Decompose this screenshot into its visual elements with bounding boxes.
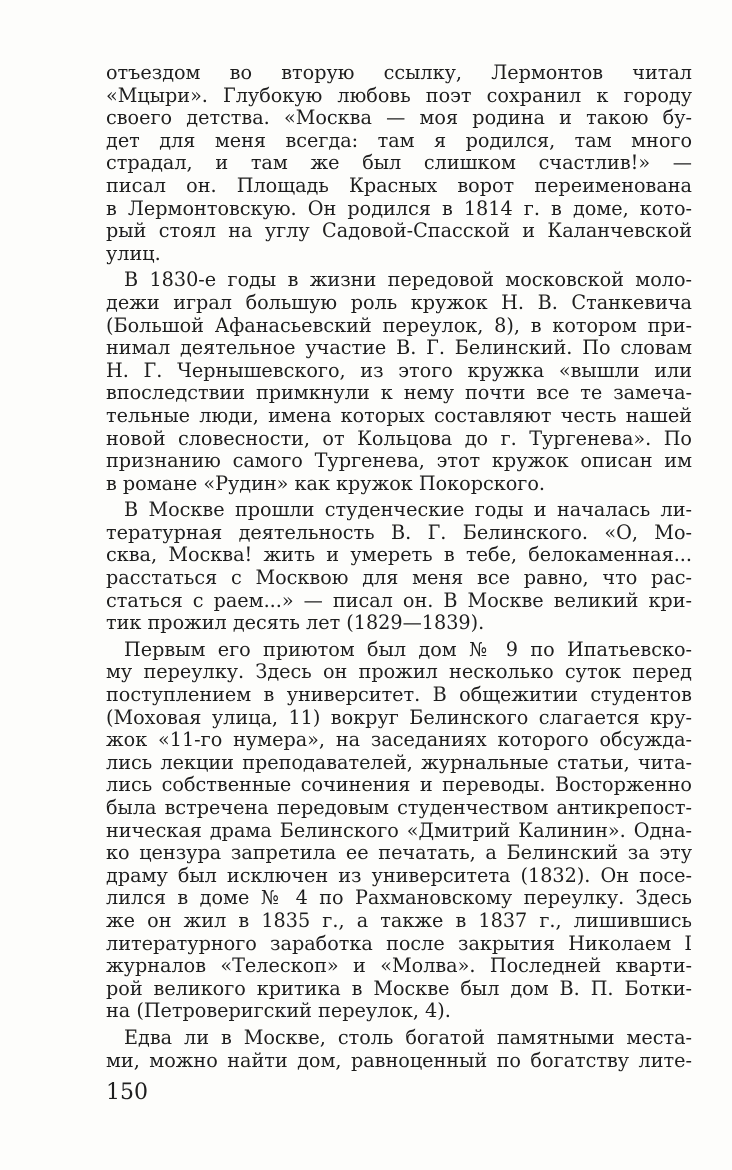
- text-line: ко цензура запретила ее печатать, а Белинский за эту: [106, 842, 692, 865]
- text-line: рый стоял на углу Садовой-Спасской и Каланчевской: [106, 220, 692, 243]
- page-text: [106, 62, 692, 1072]
- text-line: писал он. Площадь Красных ворот переименована: [106, 174, 692, 197]
- text-line: (Моховая улица, 11) вокруг Белинского слагается кру-: [106, 706, 692, 729]
- text-line: тературная деятельность В. Г. Белинского. «О, Мо-: [106, 521, 692, 544]
- paragraph: [106, 639, 692, 1023]
- text-line: В Москве прошли студенческие годы и началась ли-: [124, 499, 692, 522]
- text-line: сква, Москва! жить и умереть в тебе, белокаменная...: [106, 544, 692, 567]
- text-line: тельные люди, имена которых составляют честь нашей: [106, 404, 692, 427]
- text-line: же он жил в 1835 г., а также в 1837 г., лишившись: [106, 909, 692, 932]
- paragraph: [106, 62, 692, 265]
- text-line: ми, можно найти дом, равноценный по богатству лите-: [106, 1049, 692, 1072]
- text-line: нимал деятельное участие В. Г. Белинский. По словам: [106, 337, 692, 360]
- text-line: жок «11-го нумера», на заседаниях которого обсужда-: [106, 729, 692, 752]
- text-line: новой словесности, от Кольцова до г. Тургенева». По: [106, 427, 692, 450]
- text-line: дет для меня всегда: там я родился, там много: [106, 129, 692, 152]
- text-line: Едва ли в Москве, столь богатой памятными места-: [124, 1026, 692, 1049]
- text-line: своего детства. «Москва — моя родина и такою бу-: [106, 107, 692, 130]
- text-line: Первым его приютом был дом № 9 по Ипатьевско-: [124, 638, 692, 661]
- paragraph: [106, 499, 692, 635]
- text-line: улиц.: [106, 242, 161, 265]
- text-line: рой великого критика в Москве был дом В. П. Ботки-: [106, 977, 692, 1000]
- page-number: 150: [106, 1080, 148, 1105]
- text-line: лись лекции преподавателей, журнальные статьи, чита-: [106, 751, 692, 774]
- text-line: тик прожил десять лет (1829—1839).: [106, 612, 485, 635]
- text-line: расстаться с Москвою для меня все равно, что рас-: [106, 567, 692, 590]
- text-line: лился в доме № 4 по Рахмановскому переулку. Здесь: [106, 887, 692, 910]
- text-line: поступлением в университет. В общежитии студентов: [106, 684, 692, 707]
- text-line: на (Петроверигский переулок, 4).: [106, 1000, 451, 1023]
- text-line: журналов «Телескоп» и «Молва». Последней кварти-: [106, 955, 692, 978]
- text-line: признанию самого Тургенева, этот кружок описан им: [106, 450, 692, 473]
- text-line: литературного заработка после закрытия Николаем I: [106, 932, 692, 955]
- text-line: В 1830-е годы в жизни передовой московской моло-: [124, 269, 692, 292]
- text-line: в романе «Рудин» как кружок Покорского.: [106, 472, 545, 495]
- paragraph: [106, 269, 692, 495]
- text-line: отъездом во вторую ссылку, Лермонтов читал: [106, 62, 692, 84]
- text-line: му переулку. Здесь он прожил несколько суток перед: [106, 661, 692, 684]
- text-line: страдал, и там же был слишком счастлив!» —: [106, 152, 692, 175]
- text-line: «Мцыри». Глубокую любовь поэт сохранил к городу: [106, 84, 692, 107]
- text-line: в Лермонтовскую. Он родился в 1814 г. в доме, кото-: [106, 197, 692, 220]
- text-line: (Большой Афанасьевский переулок, 8), в котором при-: [106, 314, 692, 337]
- text-line: драму был исключен из университета (1832). Он посе-: [106, 864, 692, 887]
- text-line: дежи играл большую роль кружок Н. В. Станкевича: [106, 291, 692, 314]
- paragraph: [106, 1027, 692, 1072]
- text-line: была встречена передовым студенчеством антикрепост-: [106, 797, 692, 819]
- text-line: ническая драма Белинского «Дмитрий Калинин». Одна-: [106, 819, 692, 842]
- text-line: Н. Г. Чернышевского, из этого кружка «вышли или: [106, 359, 692, 382]
- text-line: лись собственные сочинения и переводы. Восторженно: [106, 774, 692, 797]
- text-line: статься с раем...» — писал он. В Москве великий кри-: [106, 589, 692, 612]
- text-line: впоследствии примкнули к нему почти все те замеча-: [106, 382, 692, 405]
